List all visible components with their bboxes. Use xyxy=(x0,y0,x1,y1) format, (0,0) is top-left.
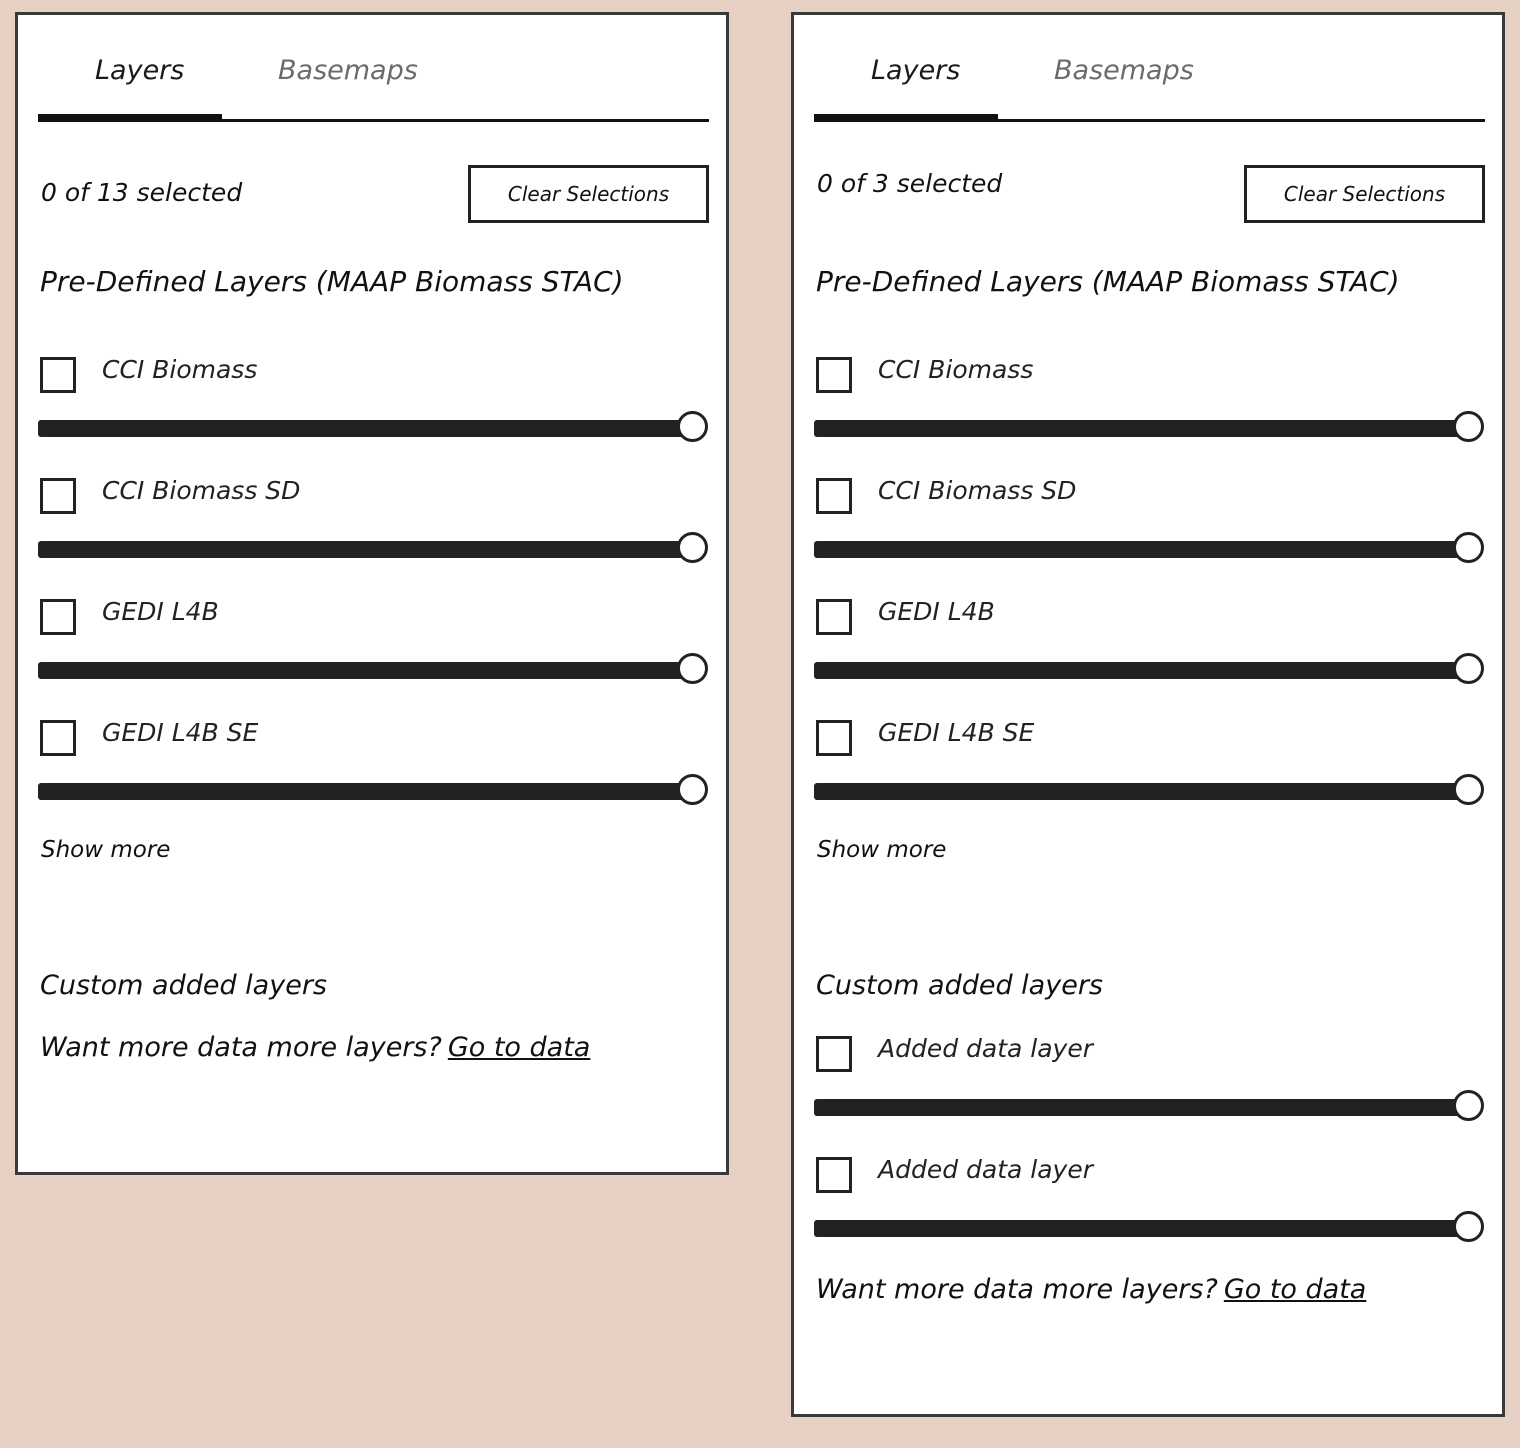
show-more-link[interactable]: Show more xyxy=(41,837,171,863)
active-tab-indicator xyxy=(814,114,998,122)
opacity-slider-thumb[interactable] xyxy=(1453,774,1484,805)
layer-row xyxy=(40,720,710,810)
custom-layer-row xyxy=(816,1036,1486,1126)
opacity-slider-thumb[interactable] xyxy=(1453,1090,1484,1121)
layer-label: CCI Biomass SD xyxy=(102,476,301,505)
layer-checkbox[interactable] xyxy=(40,720,76,756)
layer-row xyxy=(816,478,1486,568)
want-more-text: Want more data more layers? xyxy=(40,1032,442,1063)
predefined-layers-title: Pre-Defined Layers (MAAP Biomass STAC) xyxy=(816,265,1400,298)
opacity-slider-track[interactable] xyxy=(38,541,691,558)
tab-layers[interactable]: Layers xyxy=(95,55,185,86)
selection-count: 0 of 13 selected xyxy=(41,178,243,207)
layer-row xyxy=(40,478,710,568)
opacity-slider-thumb[interactable] xyxy=(1453,1211,1484,1242)
show-more-link[interactable]: Show more xyxy=(817,837,947,863)
tab-bar xyxy=(38,45,709,123)
opacity-slider-thumb[interactable] xyxy=(1453,411,1484,442)
want-more-line xyxy=(816,1274,1366,1305)
opacity-slider-thumb[interactable] xyxy=(677,774,708,805)
opacity-slider-track[interactable] xyxy=(814,662,1467,679)
predefined-layers-title: Pre-Defined Layers (MAAP Biomass STAC) xyxy=(40,265,624,298)
layer-label: Added data layer xyxy=(878,1155,1094,1184)
want-more-text: Want more data more layers? xyxy=(816,1274,1218,1305)
layer-checkbox[interactable] xyxy=(816,720,852,756)
clear-selections-button[interactable]: Clear Selections xyxy=(468,165,709,223)
want-more-line xyxy=(40,1032,590,1063)
tab-basemaps[interactable]: Basemaps xyxy=(278,55,418,86)
layer-row xyxy=(816,720,1486,810)
opacity-slider-track[interactable] xyxy=(814,420,1467,437)
opacity-slider-thumb[interactable] xyxy=(677,532,708,563)
layer-label: CCI Biomass SD xyxy=(878,476,1077,505)
layer-label: GEDI L4B SE xyxy=(878,718,1035,747)
opacity-slider-thumb[interactable] xyxy=(1453,653,1484,684)
layer-checkbox[interactable] xyxy=(40,599,76,635)
opacity-slider-thumb[interactable] xyxy=(677,653,708,684)
clear-selections-button[interactable]: Clear Selections xyxy=(1244,165,1485,223)
layer-label: GEDI L4B xyxy=(878,597,995,626)
layer-row xyxy=(40,357,710,447)
custom-layers-title: Custom added layers xyxy=(816,970,1103,1001)
go-to-data-link[interactable]: Go to data xyxy=(447,1032,591,1063)
tab-bar xyxy=(814,45,1485,123)
tab-basemaps[interactable]: Basemaps xyxy=(1054,55,1194,86)
layer-label: GEDI L4B xyxy=(102,597,219,626)
layer-row xyxy=(816,357,1486,447)
layers-panel-a xyxy=(15,12,729,1175)
opacity-slider-track[interactable] xyxy=(38,420,691,437)
layer-label: GEDI L4B SE xyxy=(102,718,259,747)
opacity-slider-track[interactable] xyxy=(38,662,691,679)
layer-checkbox[interactable] xyxy=(816,478,852,514)
layers-panel-b xyxy=(791,12,1505,1417)
opacity-slider-track[interactable] xyxy=(814,783,1467,800)
custom-layer-row xyxy=(816,1157,1486,1247)
opacity-slider-thumb[interactable] xyxy=(1453,532,1484,563)
layer-checkbox[interactable] xyxy=(40,478,76,514)
layer-checkbox[interactable] xyxy=(816,599,852,635)
custom-layers-title: Custom added layers xyxy=(40,970,327,1001)
selection-count: 0 of 3 selected xyxy=(817,169,1003,198)
go-to-data-link[interactable]: Go to data xyxy=(1223,1274,1367,1305)
opacity-slider-track[interactable] xyxy=(814,541,1467,558)
layer-checkbox[interactable] xyxy=(816,1036,852,1072)
layer-checkbox[interactable] xyxy=(40,357,76,393)
layer-checkbox[interactable] xyxy=(816,1157,852,1193)
layer-checkbox[interactable] xyxy=(816,357,852,393)
layer-label: CCI Biomass xyxy=(878,355,1034,384)
layer-label: CCI Biomass xyxy=(102,355,258,384)
opacity-slider-track[interactable] xyxy=(38,783,691,800)
layer-row xyxy=(816,599,1486,689)
active-tab-indicator xyxy=(38,114,222,122)
tab-layers[interactable]: Layers xyxy=(871,55,961,86)
opacity-slider-track[interactable] xyxy=(814,1220,1467,1237)
opacity-slider-track[interactable] xyxy=(814,1099,1467,1116)
opacity-slider-thumb[interactable] xyxy=(677,411,708,442)
layer-row xyxy=(40,599,710,689)
layer-label: Added data layer xyxy=(878,1034,1094,1063)
